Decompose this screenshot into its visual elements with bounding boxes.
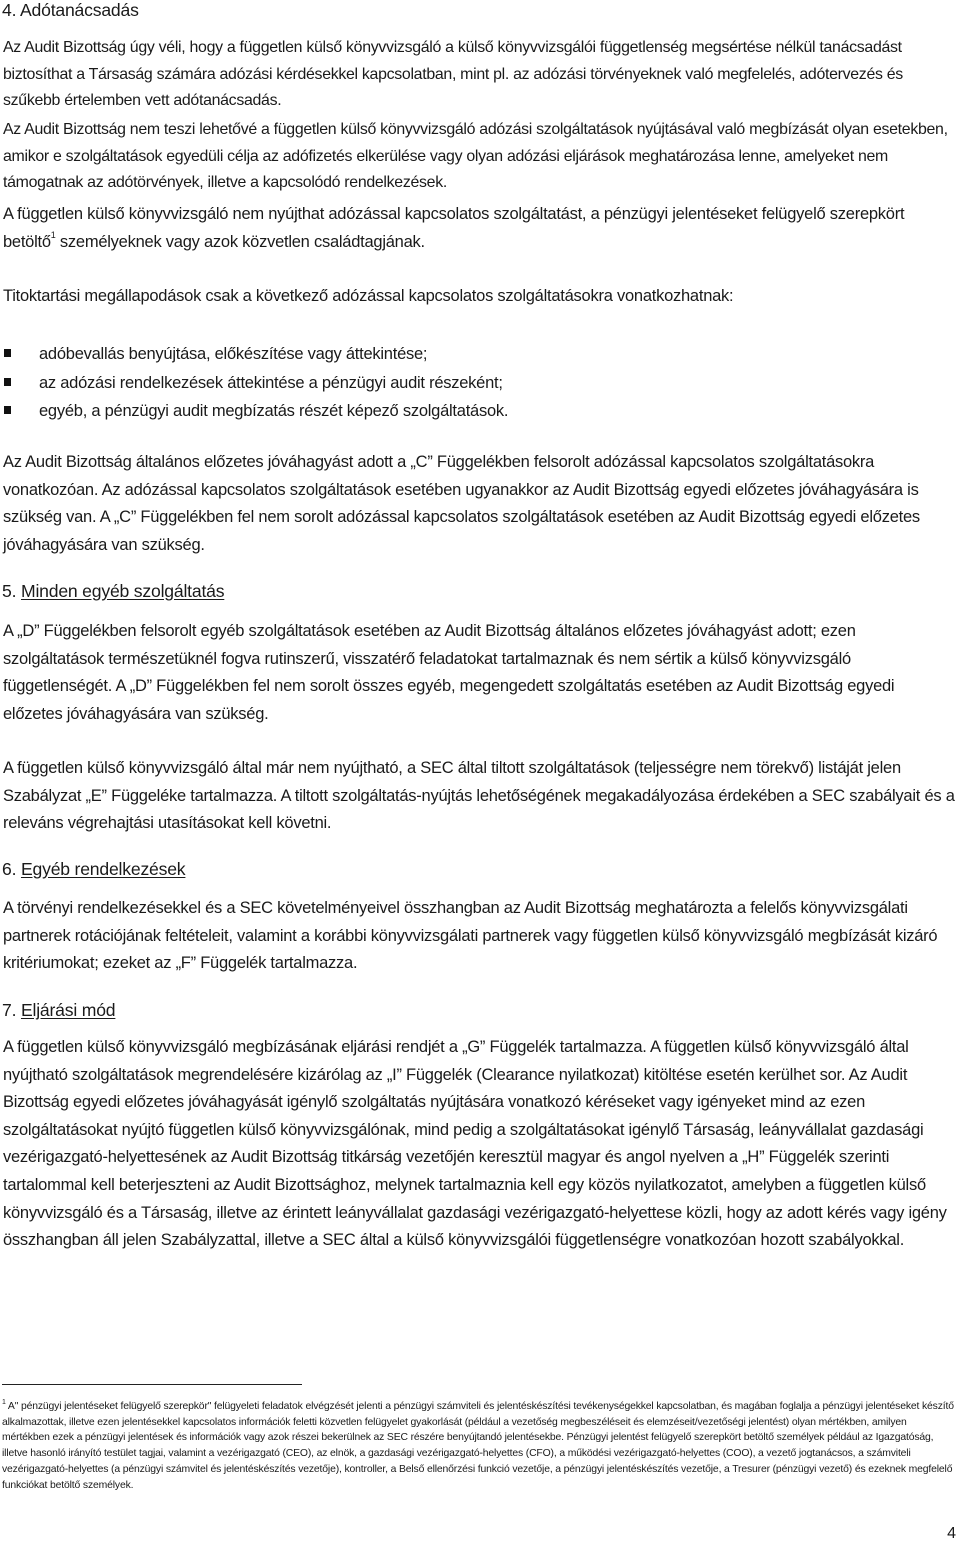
section-4-heading <box>2 0 139 21</box>
list-item <box>3 369 508 398</box>
section-7-heading <box>2 1000 115 1021</box>
list-item-text: egyéb, a pénzügyi audit megbízatás részét képező szolgáltatások. <box>39 402 509 421</box>
section-7-paragraph-1: A független külső könyvvizsgáló megbízásának eljárási rendjét a „G” Függelék tartalmazza. A független külső könyvvizsgáló által nyújtható szolgáltatások megrendelésére kizárólag az „I” Függelék (Clearance nyilatkozat) kitöltése esetén kerülhet sor. Az Audit Bizottság egyedi előzetes jóváhagyását igénylő szolgáltatás nyújtására vonatkozó kéréseket vagy igényeket mind az ezen szolgáltatásokat nyújtó független külső könyvvizsgálónak, mind pedig a szolgáltatásokat igénylő Társaság, leányvállalat gazdasági vezérigazgató-helyettesének az Audit Bizottság titkárság vezetőjén keresztül magyar és angol nyelven a „H” Függelék szerinti tartalommal kell beterjeszteni az Audit Bizottsághoz, melynek tartalmaznia kell egy közös nyilatkozatot, amelyben a független külső könyvvizsgáló és a Társaság, illetve az érintett leányvállalat gazdasági vezérigazgató-helyettese közli, hogy az adott kérés vagy igény összhangban áll jelen Szabályzattal, illetve a SEC által a külső könyvvizsgálói függetlenségre vonatkozóan hozott szabályokkal. <box>3 1038 947 1250</box>
section-4-paragraph-3 <box>3 201 955 256</box>
section-7-number: 7. <box>2 1000 17 1020</box>
footnote-reference[interactable]: 1 <box>50 229 56 240</box>
section-4-paragraph-1: Az Audit Bizottság úgy véli, hogy a független külső könyvvizsgáló a külső könyvvizsgálói függetlenség megsértése nélkül tanácsadást biztosíthat a Társaság számára adózási kérdésekkel kapcsolatban, mint pl. az adózási törvényeknek való megfelelés, adótervezés és szűkebb értelemben vett adótanácsadás. <box>3 39 903 110</box>
section-4-paragraph-4: Titoktartási megállapodások csak a következő adózással kapcsolatos szolgáltatásokra vonatkozhatnak: <box>3 287 734 305</box>
square-bullet-icon <box>4 378 11 386</box>
list-item-text: az adózási rendelkezések áttekintése a pénzügyi audit részeként; <box>39 373 503 392</box>
section-4-paragraph-2: Az Audit Bizottság nem teszi lehetővé a független külső könyvvizsgáló adózási szolgáltatások nyújtásával való megbízását olyan esetekben, amikor e szolgáltatások egyedüli célja az adófizetés elkerülése vagy olyan adózási eljárások meghatározása lenne, amelyeket nem támogatnak az adótörvények, illetve a kapcsolódó rendelkezések. <box>3 121 948 192</box>
section-5-number: 5. <box>2 581 17 601</box>
section-4-paragraph-3-text: A független külső könyvvizsgáló nem nyújthat adózással kapcsolatos szolgáltatást, a pénzügyi jelentéseket felügyelő szerepkört betöltő <box>3 205 905 251</box>
section-6-paragraph-1: A törvényi rendelkezésekkel és a SEC követelményeivel összhangban az Audit Bizottság meghatározta a felelős könyvvizsgálati partnerek rotációjának feltételeit, valamint a korábbi könyvvizsgálati partnerek vagy független külső könyvvizsgáló megbízását kizáró kritériumokat; ezeket az „F” Függelék tartalmazza. <box>3 899 938 973</box>
section-4-number: 4. <box>2 0 17 20</box>
section-5-heading <box>2 581 224 602</box>
list-item-text: adóbevallás benyújtása, előkészítése vagy áttekintése; <box>39 345 428 363</box>
section-6-title: Egyéb rendelkezések <box>20 859 186 879</box>
footnote-marker: 1 <box>2 1399 6 1406</box>
square-bullet-icon <box>4 406 11 414</box>
page-number: 4 <box>947 1525 956 1542</box>
section-5-title: Minden egyéb szolgáltatás <box>20 581 225 601</box>
section-5-paragraph-2: A független külső könyvvizsgáló által már nem nyújtható, a SEC által tiltott szolgáltatások (teljességre nem törekvő) listáját jelen Szabályzat „E” Függeléke tartalmazza. A tiltott szolgáltatás-nyújtás lehetőségének megakadályozása érdekében a SEC szabályait és a releváns végrehajtási utasításokat kell követni. <box>3 759 955 833</box>
footnote <box>2 1399 957 1493</box>
tax-services-list <box>3 340 508 426</box>
footnote-text: A" pénzügyi jelentéseket felügyelő szerepkör" felügyeleti feladatok elvégzését jelenti a pénzügyi számviteli és jelentéskészítési tevékenységekkel kapcsolatban, és magában foglalja a pénzügyi jelentéseket készítő alkalmazottak, illetve ezen jelentésekkel kapcsolatos információk feletti közvetlen felügyelet gyakorlását (például a vezetőség megbeszéléseit és elemzéseit/vezetőségi jelentést) olyan mértékben, amilyen mértékben ezek a pénzügyi jelentések és információk vagy azok részei bekerülnek az SEC részére benyújtandó jelentésekbe. Pénzügyi jelentést felügyelő szerepkört betöltő személyek például az Igazgatóság, illetve hasonló irányító testület tagjai, valamint a vezérigazgató (CEO), az elnök, a gazdasági vezérigazgató-helyettes (CFO), a működési vezérigazgató-helyettes (COO), a vezető jogtanácsos, a számviteli vezérigazgató-helyettes (a pénzügyi számvitel és jelentéskészítés vezetője), kontroller, a Belső ellenőrzési funkció vezetője, a pénzügyi jelentéskészítés vezetője, a Tresurer (pénzügyi vezető) és ezeknek megfelelő funkciókat betöltő személyek. <box>2 1401 954 1491</box>
section-4-paragraph-5: Az Audit Bizottság általános előzetes jóváhagyást adott a „C” Függelékben felsorolt adózással kapcsolatos szolgáltatásokra vonatkozóan. Az adózással kapcsolatos szolgáltatások esetében ugyanakkor az Audit Bizottság egyedi előzetes jóváhagyására is szükség van. A „C” Függelékben fel nem sorolt adózással kapcsolatos szolgáltatások esetében az Audit Bizottság egyedi előzetes jóváhagyására van szükség. <box>3 453 920 554</box>
section-7-title: Eljárási mód <box>20 1000 116 1020</box>
square-bullet-icon <box>4 349 11 357</box>
section-5-paragraph-1: A „D” Függelékben felsorolt egyéb szolgáltatások esetében az Audit Bizottság általános előzetes jóváhagyást adott; ezen szolgáltatások természetüknél fogva rutinszerű, visszatérő feladatokat tartalmaznak és nem sértik a külső könyvvizsgáló függetlenségét. A „D” Függelékben fel nem sorolt összes egyéb, megengedett szolgáltatás esetében az Audit Bizottság egyedi előzetes jóváhagyására van szükség. <box>3 622 895 723</box>
section-6-number: 6. <box>2 859 17 879</box>
footnote-divider <box>2 1384 302 1385</box>
list-item <box>3 340 508 369</box>
list-item <box>3 397 508 426</box>
section-4-title: Adótanácsadás <box>20 0 139 20</box>
section-6-heading <box>2 859 185 880</box>
section-4-paragraph-3-text-end: személyeknek vagy azok közvetlen családtagjának. <box>55 232 425 251</box>
